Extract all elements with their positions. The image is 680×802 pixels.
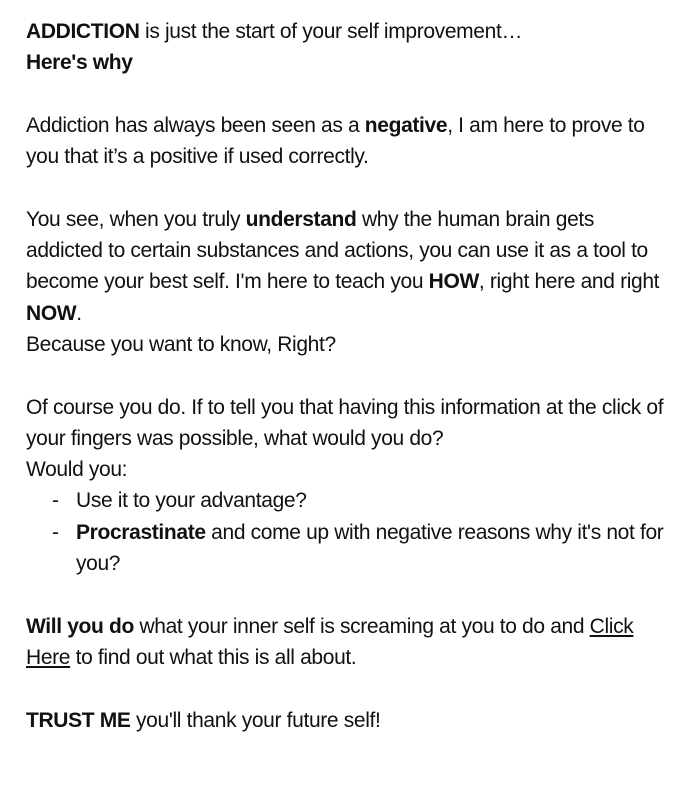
headline-bold: ADDICTION — [26, 20, 140, 43]
subhead — [26, 47, 666, 78]
list-item-text: Use it to your advantage? — [76, 489, 307, 513]
spacer — [26, 673, 666, 704]
spacer — [26, 172, 666, 203]
click-here-link[interactable]: Click Here — [26, 614, 634, 669]
paragraph-call-to-action — [26, 611, 666, 674]
paragraph-trust-me — [26, 705, 666, 736]
spacer — [26, 579, 666, 610]
text: Addiction has always been seen as a — [26, 113, 365, 137]
would-you-label: Would you: — [26, 458, 128, 482]
paragraph-understand — [26, 204, 666, 329]
paragraph-negative — [26, 110, 666, 173]
subhead-text: Here's why — [26, 51, 133, 75]
headline-text: is just the start of your self improvement… — [139, 20, 523, 43]
list-item — [26, 485, 666, 516]
options-list — [26, 485, 666, 579]
headline — [26, 16, 666, 47]
paragraph-of-course: Of course you do. If to tell you that having this information at the click of your fingers was possible, what would you do? — [26, 395, 664, 450]
bold-text: TRUST ME — [26, 708, 131, 732]
list-item-text: and come up with negative reasons why it's not for you? — [76, 520, 664, 576]
bold-text: Procrastinate — [76, 520, 206, 544]
bold-text: HOW — [428, 270, 479, 294]
list-item — [26, 517, 666, 580]
text: you'll thank your future self! — [130, 708, 381, 732]
paragraph-right-question: Because you want to know, Right? — [26, 332, 336, 356]
spacer — [26, 360, 666, 391]
text: to find out what this is all about. — [70, 645, 357, 669]
text: . — [76, 301, 82, 325]
bold-text: NOW — [26, 301, 77, 325]
text: You see, when you truly — [26, 207, 246, 231]
text: what your inner self is screaming at you to do and — [133, 614, 590, 638]
text: why the human brain gets addicted to certain substances and actions, you can use it as a tool to become your best self. I'm here to teach you — [26, 207, 648, 294]
dash-bullet-icon: - — [52, 520, 59, 544]
bold-text: Will you do — [26, 614, 134, 638]
dash-bullet-icon: - — [52, 489, 59, 513]
spacer — [26, 79, 666, 110]
bold-text: negative — [364, 113, 448, 137]
text: , I am here to prove to you that it’s a positive if used correctly. — [26, 113, 645, 169]
document-body — [26, 16, 666, 736]
bold-text: understand — [245, 207, 357, 231]
text: , right here and right — [478, 270, 660, 294]
